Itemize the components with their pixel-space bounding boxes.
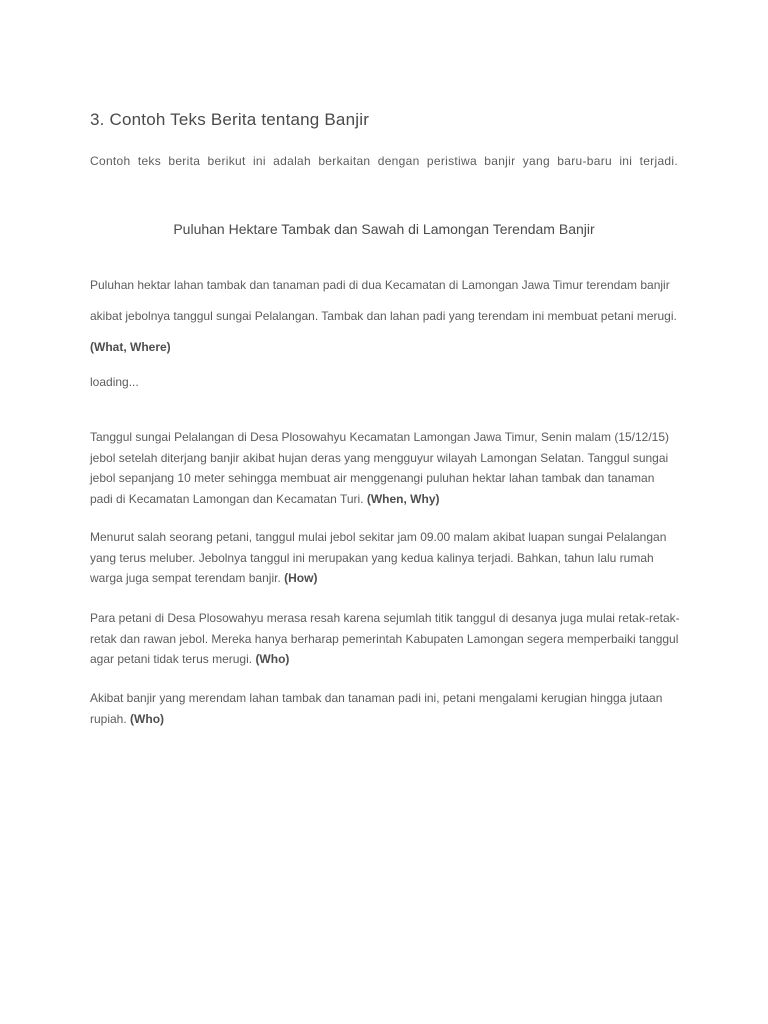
lead-tag: (What, Where) — [90, 340, 171, 354]
paragraph-tag: (How) — [284, 571, 318, 585]
news-paragraph — [90, 427, 680, 509]
news-paragraph — [90, 608, 680, 670]
paragraph-tag: (Who) — [255, 652, 290, 666]
paragraph-text: Menurut salah seorang petani, tanggul mulai jebol sekitar jam 09.00 malam akibat luapan sungai Pelalangan yang terus meluber. Jebolnya tanggul ini merupakan yang kedua kalinya terjadi. Bahkan, tahun lalu rumah warga juga sempat terendam banjir. — [90, 530, 667, 585]
intro-paragraph: Contoh teks berita berikut ini adalah berkaitan dengan peristiwa banjir yang baru-baru ini terjadi. — [90, 154, 678, 168]
section-heading: 3. Contoh Teks Berita tentang Banjir — [90, 110, 370, 129]
news-paragraph — [90, 688, 680, 729]
lead-text: Puluhan hektar lahan tambak dan tanaman padi di dua Kecamatan di Lamongan Jawa Timur terendam banjir akibat jebolnya tanggul sungai Pelalangan. Tambak dan lahan padi yang terendam ini membuat petani merugi. — [90, 278, 677, 323]
paragraph-text: Para petani di Desa Plosowahyu merasa resah karena sejumlah titik tanggul di desanya juga mulai retak-retak-retak dan rawan jebol. Mereka hanya berharap pemerintah Kabupaten Lamongan segera memperbaiki tanggul agar petani tidak terus merugi. — [90, 611, 680, 666]
paragraph-text: Tanggul sungai Pelalangan di Desa Plosowahyu Kecamatan Lamongan Jawa Timur, Senin malam (15/12/15) jebol setelah diterjang banjir akibat hujan deras yang mengguyur wilayah Lamongan Selatan. Tanggul sungai jebol sepanjang 10 meter sehingga membuat air menggenangi puluhan hektar lahan tambak dan tanaman padi di Kecamatan Lamongan dan Kecamatan Turi. — [90, 430, 670, 506]
article-title: Puluhan Hektare Tambak dan Sawah di Lamongan Terendam Banjir — [173, 221, 595, 237]
loading-indicator: loading... — [90, 375, 139, 389]
lead-paragraph — [90, 270, 678, 363]
paragraph-text: Akibat banjir yang merendam lahan tambak dan tanaman padi ini, petani mengalami kerugian hingga jutaan rupiah. — [90, 691, 663, 726]
paragraph-tag: (When, Why) — [366, 491, 440, 506]
paragraph-tag: (Who) — [130, 711, 165, 726]
news-paragraph — [90, 527, 680, 589]
